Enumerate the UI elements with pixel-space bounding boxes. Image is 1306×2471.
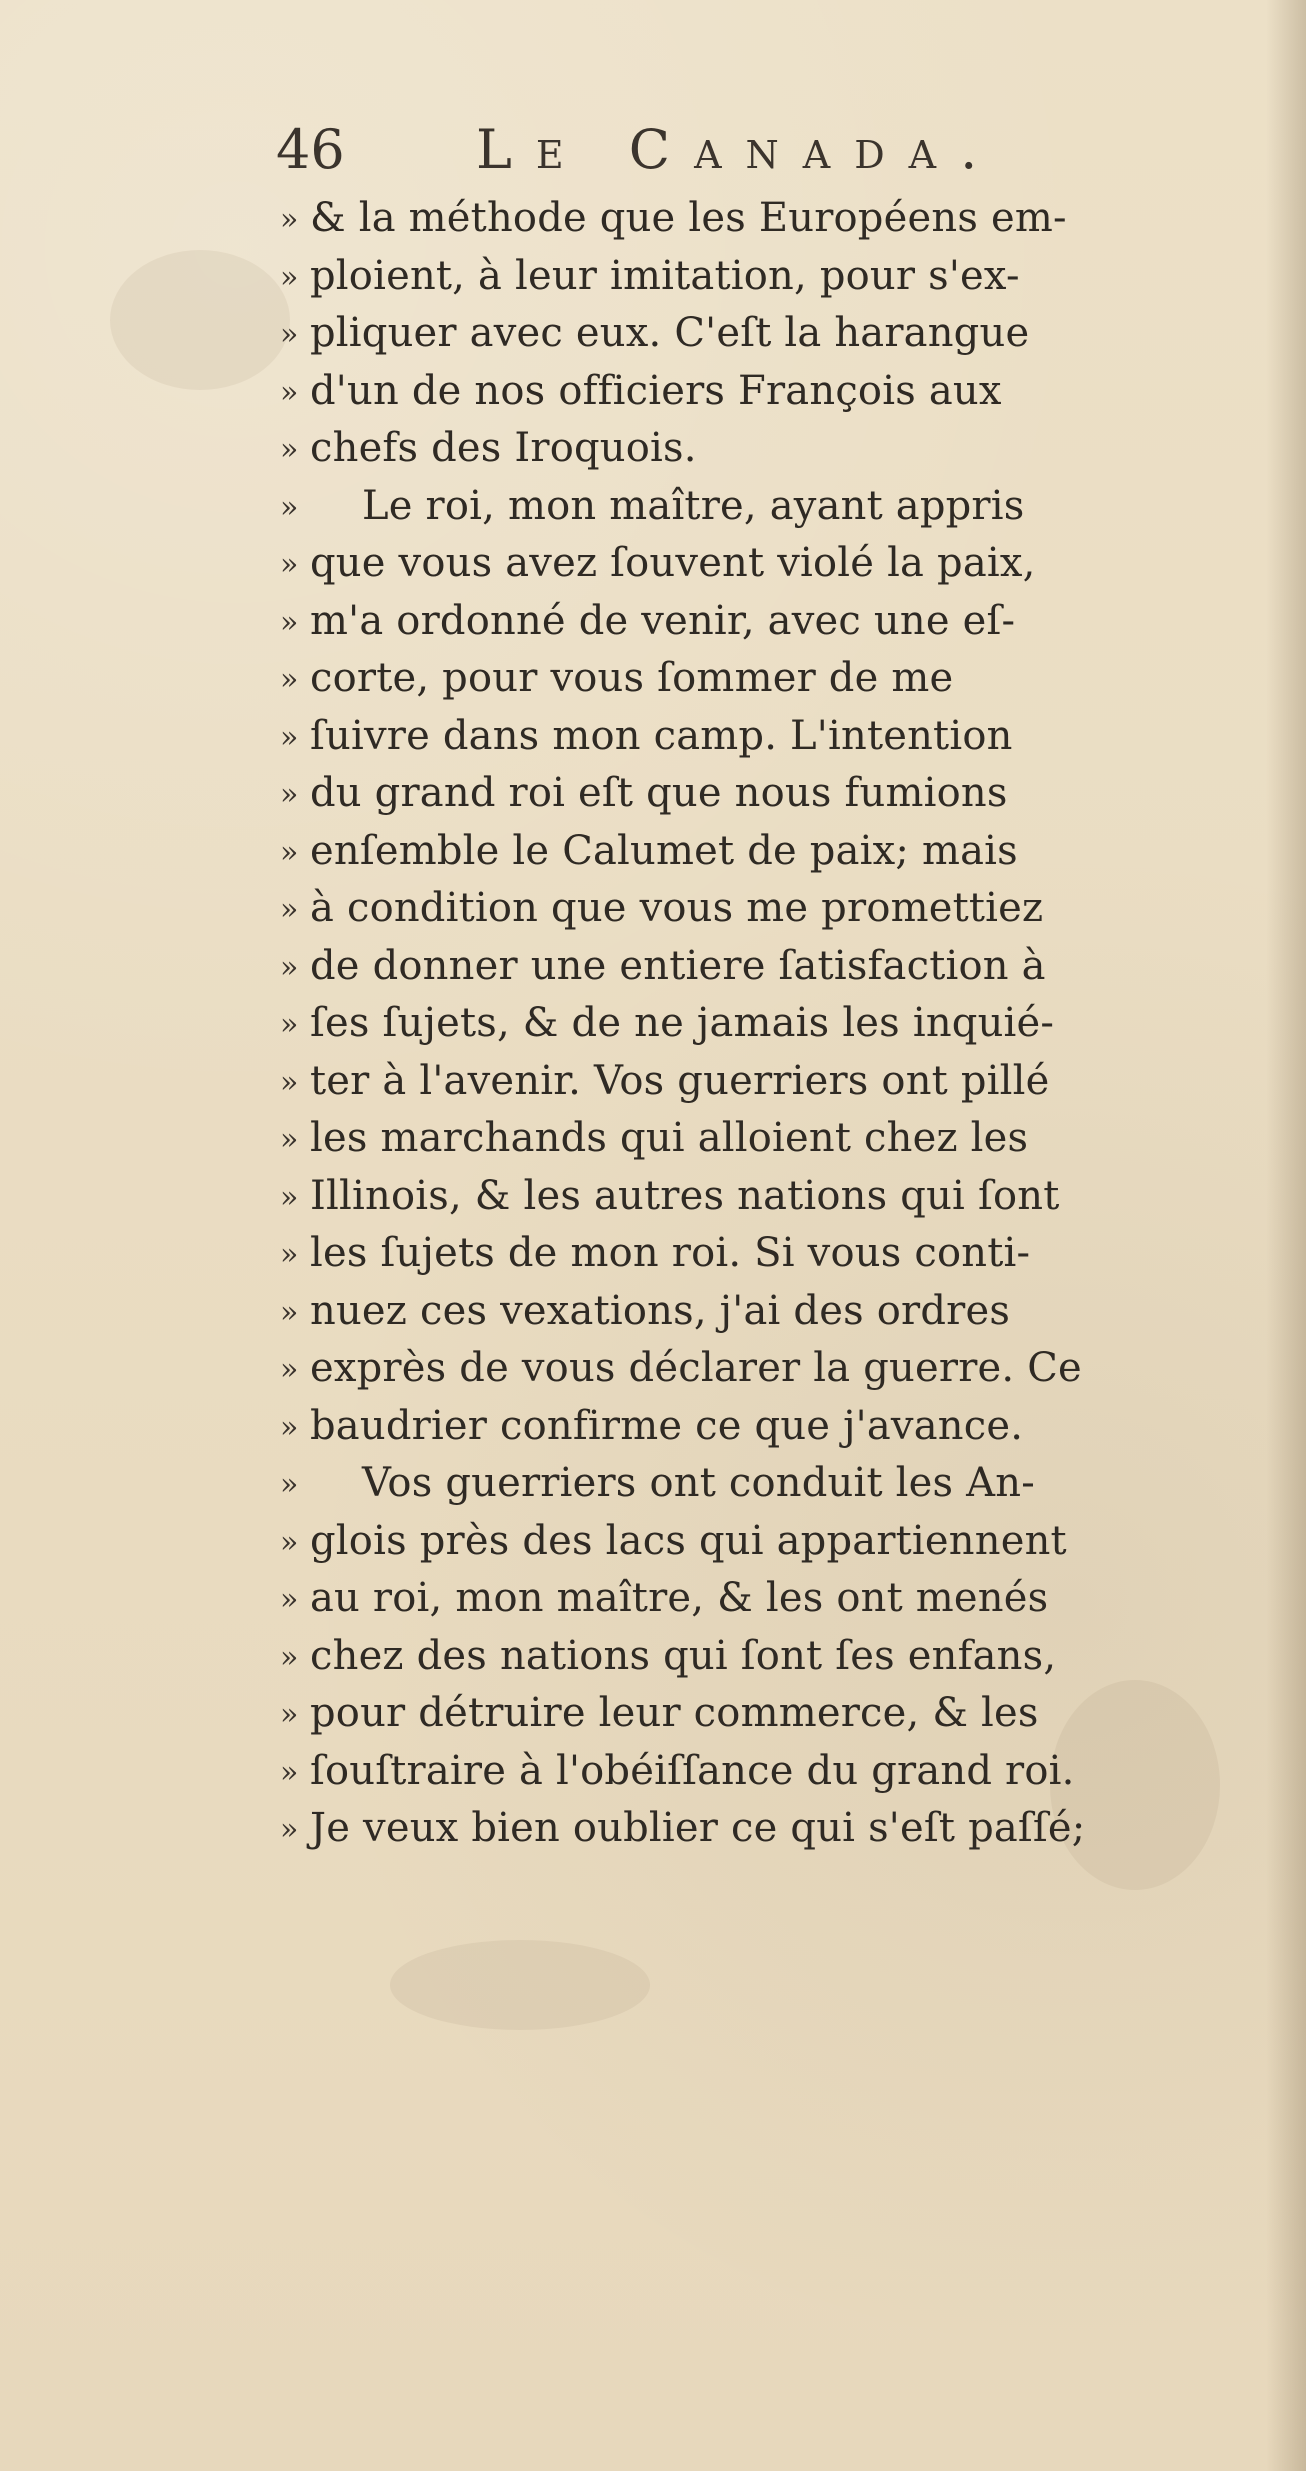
quote-mark: » — [280, 662, 299, 697]
text-line — [280, 363, 1280, 421]
text-line — [280, 1800, 1280, 1858]
text-line — [280, 765, 1280, 823]
quote-mark: » — [280, 1237, 299, 1272]
quote-mark: » — [280, 949, 299, 985]
text-line — [280, 650, 1280, 708]
text-line-content: les marchands qui alloient chez les — [310, 1115, 1029, 1161]
quote-mark: » — [280, 1294, 299, 1330]
quote-mark: » — [280, 834, 299, 870]
text-line-content: à condition que vous me promettiez — [310, 885, 1044, 931]
text-line-content: m'a ordonné de venir, avec une eſ- — [310, 597, 1016, 644]
text-line-content: de donner une entiere ſatisfaction à — [310, 942, 1046, 989]
text-line — [280, 1168, 1280, 1226]
text-line — [280, 305, 1280, 363]
quote-mark: » — [280, 1697, 299, 1732]
text-line — [280, 1685, 1280, 1743]
text-line-content: exprès de vous déclarer la guerre. Ce — [310, 1345, 1082, 1391]
quote-mark: » — [280, 1179, 299, 1215]
text-line-content: corte, pour vous ſommer de me — [310, 655, 954, 701]
text-line — [280, 823, 1280, 881]
text-line-content: glois près des lacs qui appartiennent — [310, 1517, 1067, 1564]
text-line — [280, 1628, 1280, 1686]
text-line — [280, 1455, 1280, 1513]
text-line — [280, 938, 1280, 996]
quote-mark: » — [280, 892, 299, 927]
quote-mark: » — [280, 604, 299, 640]
text-line-content: chez des nations qui ſont ſes enfans, — [310, 1632, 1057, 1679]
quote-mark: » — [280, 489, 299, 525]
text-line — [280, 1110, 1280, 1168]
quote-mark: » — [280, 1524, 299, 1560]
quote-mark: » — [280, 259, 299, 295]
text-line-content: que vous avez ſouvent violé la paix, — [310, 540, 1036, 586]
quote-mark: » — [280, 432, 299, 467]
text-line — [280, 420, 1280, 478]
quote-mark: » — [280, 374, 299, 410]
text-line — [280, 535, 1280, 593]
text-line — [280, 880, 1280, 938]
paper-stain — [390, 1940, 650, 2030]
text-line — [280, 995, 1280, 1053]
text-line — [280, 190, 1280, 248]
text-line — [280, 1570, 1280, 1628]
quote-mark: » — [280, 1754, 299, 1790]
text-line-content: Vos guerriers ont conduit les An- — [362, 1460, 1035, 1506]
text-line — [280, 1225, 1280, 1283]
text-line-content: Je veux bien oublier ce qui s'eſt paſſé; — [310, 1805, 1086, 1851]
quote-mark: » — [280, 1467, 299, 1502]
text-line-content: Le roi, mon maître, ayant appris — [362, 482, 1025, 529]
text-line-content: & la méthode que les Européens em- — [310, 195, 1067, 241]
text-line-content: enſemble le Calumet de paix; mais — [310, 827, 1018, 874]
text-line — [280, 1398, 1280, 1456]
text-line — [280, 478, 1280, 536]
text-line-content: d'un de nos officiers François aux — [310, 367, 1002, 414]
text-line-content: ſes ſujets, & de ne jamais les inquié- — [310, 1000, 1055, 1046]
text-line-content: les ſujets de mon roi. Si vous conti- — [310, 1230, 1031, 1276]
text-line — [280, 593, 1280, 651]
text-line-content: pour détruire leur commerce, & les — [310, 1690, 1039, 1736]
quote-mark: » — [280, 1122, 299, 1157]
quote-mark: » — [280, 1007, 299, 1042]
text-line-content: ſouſtraire à l'obéiſſance du grand roi. — [310, 1747, 1075, 1794]
text-line-content: du grand roi eſt que nous fumions — [310, 770, 1008, 816]
text-line-content: pliquer avec eux. C'eſt la harangue — [310, 310, 1030, 356]
quote-mark: » — [280, 1812, 299, 1847]
text-line-content: ploient, à leur imitation, pour s'ex- — [310, 252, 1020, 299]
text-line-content: nuez ces vexations, j'ai des ordres — [310, 1287, 1011, 1334]
text-line — [280, 708, 1280, 766]
quote-mark: » — [280, 1064, 299, 1100]
quote-mark: » — [280, 1582, 299, 1617]
text-line — [280, 248, 1280, 306]
text-line — [280, 1053, 1280, 1111]
paper-stain — [110, 250, 290, 390]
text-line — [280, 1513, 1280, 1571]
quote-mark: » — [280, 317, 299, 352]
quote-mark: » — [280, 1409, 299, 1445]
running-head — [276, 110, 1096, 190]
text-line-content: chefs des Iroquois. — [310, 425, 697, 471]
quote-mark: » — [280, 1639, 299, 1675]
text-line — [280, 1340, 1280, 1398]
page-number: 46 — [276, 118, 345, 181]
text-line — [280, 1743, 1280, 1801]
quote-mark: » — [280, 719, 299, 755]
text-line-content: ſuivre dans mon camp. L'intention — [310, 712, 1013, 759]
text-line-content: baudrier confirme ce que j'avance. — [310, 1402, 1024, 1449]
text-line-content: ter à l'avenir. Vos guerriers ont pillé — [310, 1057, 1050, 1104]
text-line-content: au roi, mon maître, & les ont menés — [310, 1575, 1049, 1621]
text-line-content: Illinois, & les autres nations qui ſont — [310, 1172, 1060, 1219]
quote-mark: » — [280, 777, 299, 812]
body-text — [280, 190, 1280, 1858]
page-title: Le Canada. — [476, 118, 1002, 181]
quote-mark: » — [280, 1352, 299, 1387]
quote-mark: » — [280, 202, 299, 237]
text-line — [280, 1283, 1280, 1341]
quote-mark: » — [280, 547, 299, 582]
